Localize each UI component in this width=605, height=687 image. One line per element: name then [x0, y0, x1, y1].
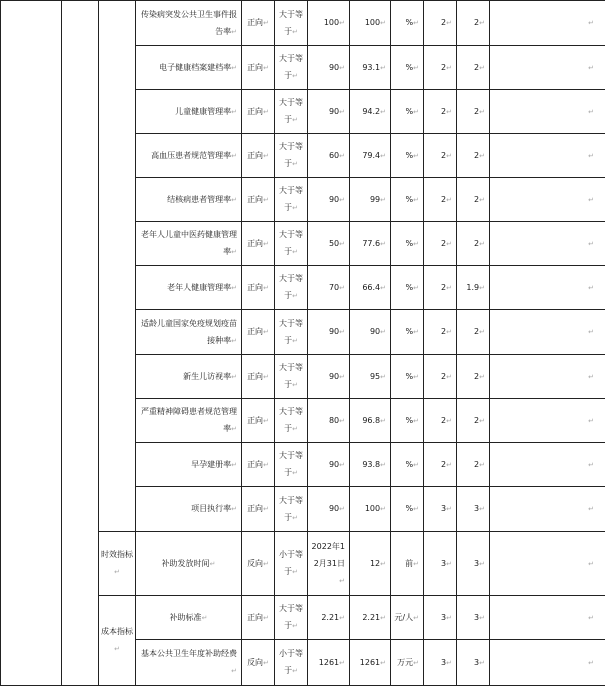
paragraph-mark-icon: ↵	[588, 107, 594, 116]
score-cell: 2↵	[457, 46, 490, 90]
paragraph-mark-icon: ↵	[292, 336, 298, 345]
note-cell	[490, 640, 605, 686]
paragraph-mark-icon: ↵	[588, 239, 594, 248]
target-value-cell: 90↵	[308, 355, 350, 399]
paragraph-mark-icon: ↵	[380, 613, 386, 622]
paragraph-mark-icon: ↵	[231, 27, 237, 36]
operator-cell: 大于等于↵	[275, 443, 308, 487]
note-cell	[490, 355, 605, 399]
direction-cell: 正向↵	[242, 46, 275, 90]
indicator-name-cell: 结核病患者管理率↵	[136, 178, 242, 222]
actual-value-cell: 100↵	[350, 487, 391, 532]
paragraph-mark-icon: ↵	[588, 151, 594, 160]
paragraph-mark-icon: ↵	[479, 63, 485, 72]
paragraph-mark-icon: ↵	[479, 283, 485, 292]
paragraph-mark-icon: ↵	[231, 505, 237, 513]
actual-value-cell: 100↵	[350, 1, 391, 46]
direction-cell: 正向↵	[242, 222, 275, 266]
weight-cell: 2↵	[424, 134, 457, 178]
unit-cell: %↵	[391, 487, 424, 532]
direction-cell: 正向↵	[242, 355, 275, 399]
actual-value-cell: 94.2↵	[350, 90, 391, 134]
weight-cell: 2↵	[424, 1, 457, 46]
paragraph-mark-icon: ↵	[263, 195, 269, 204]
operator-cell: 大于等于↵	[275, 266, 308, 310]
actual-value-cell: 79.4↵	[350, 134, 391, 178]
paragraph-mark-icon: ↵	[588, 283, 594, 292]
paragraph-mark-icon: ↵	[588, 328, 594, 336]
paragraph-mark-icon: ↵	[380, 328, 386, 336]
paragraph-mark-icon: ↵	[231, 372, 237, 381]
paragraph-mark-icon: ↵	[231, 107, 237, 116]
paragraph-mark-icon: ↵	[231, 336, 237, 345]
operator-cell: 大于等于↵	[275, 310, 308, 355]
paragraph-mark-icon: ↵	[339, 328, 345, 336]
actual-value-cell: 66.4↵	[350, 266, 391, 310]
paragraph-mark-icon: ↵	[292, 425, 298, 433]
paragraph-mark-icon: ↵	[263, 107, 269, 116]
paragraph-mark-icon: ↵	[292, 622, 298, 630]
paragraph-mark-icon: ↵	[292, 667, 298, 675]
paragraph-mark-icon: ↵	[339, 151, 345, 160]
indicator-name-cell: 补助标准↵	[136, 596, 242, 640]
unit-cell: %↵	[391, 443, 424, 487]
level2-indicator-cell	[62, 1, 99, 686]
paragraph-mark-icon: ↵	[339, 19, 345, 27]
operator-cell: 大于等于↵	[275, 1, 308, 46]
category-cell: 时效指标↵	[99, 532, 136, 596]
paragraph-mark-icon: ↵	[479, 195, 485, 204]
unit-cell: 前↵	[391, 532, 424, 596]
target-value-cell: 60↵	[308, 134, 350, 178]
direction-cell: 正向↵	[242, 596, 275, 640]
unit-cell: 万元↵	[391, 640, 424, 686]
paragraph-mark-icon: ↵	[479, 372, 485, 381]
paragraph-mark-icon: ↵	[413, 658, 419, 667]
category-cell: 成本指标↵	[99, 596, 136, 686]
paragraph-mark-icon: ↵	[380, 107, 386, 116]
paragraph-mark-icon: ↵	[413, 63, 419, 72]
paragraph-mark-icon: ↵	[231, 248, 237, 256]
paragraph-mark-icon: ↵	[339, 63, 345, 72]
paragraph-mark-icon: ↵	[413, 613, 419, 622]
paragraph-mark-icon: ↵	[479, 151, 485, 160]
score-cell: 2↵	[457, 178, 490, 222]
target-value-cell: 50↵	[308, 222, 350, 266]
paragraph-mark-icon: ↵	[339, 416, 345, 425]
score-cell: 2↵	[457, 134, 490, 178]
paragraph-mark-icon: ↵	[446, 505, 452, 513]
paragraph-mark-icon: ↵	[380, 239, 386, 248]
unit-cell: %↵	[391, 178, 424, 222]
target-value-cell: 90↵	[308, 90, 350, 134]
paragraph-mark-icon: ↵	[263, 239, 269, 248]
actual-value-cell: 90↵	[350, 310, 391, 355]
paragraph-mark-icon: ↵	[446, 19, 452, 27]
operator-cell: 大于等于↵	[275, 178, 308, 222]
actual-value-cell: 93.1↵	[350, 46, 391, 90]
unit-cell: %↵	[391, 310, 424, 355]
unit-cell: %↵	[391, 90, 424, 134]
paragraph-mark-icon: ↵	[380, 559, 386, 568]
paragraph-mark-icon: ↵	[263, 658, 269, 667]
paragraph-mark-icon: ↵	[339, 505, 345, 513]
score-cell: 2↵	[457, 310, 490, 355]
paragraph-mark-icon: ↵	[292, 160, 298, 168]
paragraph-mark-icon: ↵	[114, 645, 120, 653]
unit-cell: %↵	[391, 266, 424, 310]
direction-cell: 正向↵	[242, 178, 275, 222]
actual-value-cell: 1261↵	[350, 640, 391, 686]
direction-cell: 正向↵	[242, 399, 275, 443]
direction-cell: 正向↵	[242, 90, 275, 134]
note-cell	[490, 222, 605, 266]
target-value-cell: 80↵	[308, 399, 350, 443]
indicator-name-cell: 项目执行率↵	[136, 487, 242, 532]
note-cell	[490, 1, 605, 46]
target-value-cell: 90↵	[308, 443, 350, 487]
paragraph-mark-icon: ↵	[292, 568, 298, 576]
weight-cell: 2↵	[424, 443, 457, 487]
indicator-name-cell: 老年人健康管理率↵	[136, 266, 242, 310]
operator-cell: 小于等于↵	[275, 532, 308, 596]
target-value-cell: 2022年12月31日↵	[308, 532, 350, 596]
paragraph-mark-icon: ↵	[263, 283, 269, 292]
indicator-name-cell: 老年人儿童中医药健康管理率↵	[136, 222, 242, 266]
paragraph-mark-icon: ↵	[446, 460, 452, 469]
paragraph-mark-icon: ↵	[292, 513, 298, 522]
target-value-cell: 90↵	[308, 487, 350, 532]
indicator-name-cell: 儿童健康管理率↵	[136, 90, 242, 134]
paragraph-mark-icon: ↵	[263, 19, 269, 27]
target-value-cell: 1261↵	[308, 640, 350, 686]
actual-value-cell: 96.8↵	[350, 399, 391, 443]
paragraph-mark-icon: ↵	[413, 107, 419, 116]
paragraph-mark-icon: ↵	[292, 27, 298, 36]
paragraph-mark-icon: ↵	[380, 505, 386, 513]
indicator-name-cell: 补助发放时间↵	[136, 532, 242, 596]
note-cell	[490, 266, 605, 310]
paragraph-mark-icon: ↵	[292, 116, 298, 124]
paragraph-mark-icon: ↵	[380, 658, 386, 667]
paragraph-mark-icon: ↵	[479, 658, 485, 667]
paragraph-mark-icon: ↵	[446, 63, 452, 72]
paragraph-mark-icon: ↵	[446, 239, 452, 248]
indicator-name-cell: 新生儿访视率↵	[136, 355, 242, 399]
direction-cell: 正向↵	[242, 266, 275, 310]
paragraph-mark-icon: ↵	[380, 460, 386, 469]
paragraph-mark-icon: ↵	[446, 151, 452, 160]
level3-category-cell	[99, 1, 136, 532]
paragraph-mark-icon: ↵	[380, 19, 386, 27]
direction-cell: 反向↵	[242, 640, 275, 686]
paragraph-mark-icon: ↵	[263, 328, 269, 336]
paragraph-mark-icon: ↵	[588, 460, 594, 469]
paragraph-mark-icon: ↵	[413, 19, 419, 27]
level1-indicator-cell	[1, 1, 62, 686]
paragraph-mark-icon: ↵	[380, 372, 386, 381]
score-cell: 2↵	[457, 443, 490, 487]
operator-cell: 大于等于↵	[275, 134, 308, 178]
weight-cell: 2↵	[424, 222, 457, 266]
note-cell	[490, 399, 605, 443]
paragraph-mark-icon: ↵	[380, 151, 386, 160]
paragraph-mark-icon: ↵	[479, 416, 485, 425]
target-value-cell: 70↵	[308, 266, 350, 310]
paragraph-mark-icon: ↵	[413, 283, 419, 292]
paragraph-mark-icon: ↵	[231, 195, 237, 204]
target-value-cell: 90↵	[308, 46, 350, 90]
score-cell: 2↵	[457, 90, 490, 134]
paragraph-mark-icon: ↵	[413, 460, 419, 469]
operator-cell: 大于等于↵	[275, 399, 308, 443]
paragraph-mark-icon: ↵	[413, 151, 419, 160]
score-cell: 3↵	[457, 532, 490, 596]
paragraph-mark-icon: ↵	[446, 658, 452, 667]
direction-cell: 正向↵	[242, 310, 275, 355]
paragraph-mark-icon: ↵	[263, 559, 269, 568]
actual-value-cell: 2.21↵	[350, 596, 391, 640]
operator-cell: 大于等于↵	[275, 596, 308, 640]
score-cell: 3↵	[457, 640, 490, 686]
paragraph-mark-icon: ↵	[263, 460, 269, 469]
actual-value-cell: 95↵	[350, 355, 391, 399]
paragraph-mark-icon: ↵	[231, 283, 237, 292]
paragraph-mark-icon: ↵	[380, 63, 386, 72]
paragraph-mark-icon: ↵	[263, 63, 269, 72]
paragraph-mark-icon: ↵	[292, 381, 298, 389]
paragraph-mark-icon: ↵	[446, 372, 452, 381]
paragraph-mark-icon: ↵	[263, 151, 269, 160]
paragraph-mark-icon: ↵	[413, 372, 419, 381]
score-cell: 3↵	[457, 487, 490, 532]
unit-cell: %↵	[391, 222, 424, 266]
paragraph-mark-icon: ↵	[588, 559, 594, 568]
paragraph-mark-icon: ↵	[413, 195, 419, 204]
paragraph-mark-icon: ↵	[446, 613, 452, 622]
actual-value-cell: 99↵	[350, 178, 391, 222]
paragraph-mark-icon: ↵	[209, 559, 216, 568]
paragraph-mark-icon: ↵	[292, 72, 298, 80]
direction-cell: 正向↵	[242, 487, 275, 532]
operator-cell: 大于等于↵	[275, 222, 308, 266]
note-cell	[490, 134, 605, 178]
note-cell	[490, 443, 605, 487]
paragraph-mark-icon: ↵	[479, 460, 485, 469]
paragraph-mark-icon: ↵	[446, 195, 452, 204]
paragraph-mark-icon: ↵	[413, 559, 419, 568]
operator-cell: 大于等于↵	[275, 355, 308, 399]
unit-cell: 元/人↵	[391, 596, 424, 640]
weight-cell: 2↵	[424, 178, 457, 222]
paragraph-mark-icon: ↵	[588, 416, 594, 425]
paragraph-mark-icon: ↵	[479, 328, 485, 336]
paragraph-mark-icon: ↵	[413, 416, 419, 425]
paragraph-mark-icon: ↵	[231, 425, 237, 433]
paragraph-mark-icon: ↵	[339, 239, 345, 248]
paragraph-mark-icon: ↵	[114, 568, 120, 576]
paragraph-mark-icon: ↵	[263, 416, 269, 425]
actual-value-cell: 12↵	[350, 532, 391, 596]
paragraph-mark-icon: ↵	[292, 292, 298, 300]
paragraph-mark-icon: ↵	[588, 372, 594, 381]
paragraph-mark-icon: ↵	[380, 283, 386, 292]
note-cell	[490, 90, 605, 134]
indicator-name-cell: 传染病突发公共卫生事件报告率↵	[136, 1, 242, 46]
unit-cell: %↵	[391, 1, 424, 46]
paragraph-mark-icon: ↵	[588, 63, 594, 72]
indicator-name-cell: 电子健康档案建档率↵	[136, 46, 242, 90]
indicator-name-cell: 早孕建册率↵	[136, 443, 242, 487]
unit-cell: %↵	[391, 134, 424, 178]
paragraph-mark-icon: ↵	[588, 613, 594, 622]
note-cell	[490, 487, 605, 532]
paragraph-mark-icon: ↵	[339, 576, 345, 585]
paragraph-mark-icon: ↵	[446, 328, 452, 336]
paragraph-mark-icon: ↵	[263, 613, 269, 622]
target-value-cell: 2.21↵	[308, 596, 350, 640]
note-cell	[490, 310, 605, 355]
score-cell: 2↵	[457, 399, 490, 443]
paragraph-mark-icon: ↵	[292, 469, 298, 477]
indicator-name-cell: 适龄儿童国家免疫规划疫苗接种率↵	[136, 310, 242, 355]
indicator-name-cell: 基本公共卫生年度补助经费↵	[136, 640, 242, 686]
direction-cell: 反向↵	[242, 532, 275, 596]
actual-value-cell: 77.6↵	[350, 222, 391, 266]
unit-cell: %↵	[391, 355, 424, 399]
paragraph-mark-icon: ↵	[479, 559, 485, 568]
score-cell: 1.9↵	[457, 266, 490, 310]
weight-cell: 3↵	[424, 532, 457, 596]
score-cell: 2↵	[457, 355, 490, 399]
weight-cell: 2↵	[424, 310, 457, 355]
operator-cell: 大于等于↵	[275, 487, 308, 532]
paragraph-mark-icon: ↵	[588, 505, 594, 513]
paragraph-mark-icon: ↵	[479, 107, 485, 116]
score-cell: 2↵	[457, 222, 490, 266]
paragraph-mark-icon: ↵	[413, 505, 419, 513]
paragraph-mark-icon: ↵	[339, 658, 345, 667]
operator-cell: 大于等于↵	[275, 90, 308, 134]
paragraph-mark-icon: ↵	[263, 505, 269, 513]
unit-cell: %↵	[391, 46, 424, 90]
paragraph-mark-icon: ↵	[339, 460, 345, 469]
weight-cell: 2↵	[424, 266, 457, 310]
direction-cell: 正向↵	[242, 134, 275, 178]
paragraph-mark-icon: ↵	[588, 658, 594, 667]
note-cell	[490, 596, 605, 640]
paragraph-mark-icon: ↵	[446, 283, 452, 292]
paragraph-mark-icon: ↵	[588, 19, 594, 27]
score-cell: 3↵	[457, 596, 490, 640]
paragraph-mark-icon: ↵	[380, 195, 386, 204]
paragraph-mark-icon: ↵	[292, 204, 298, 212]
target-value-cell: 90↵	[308, 310, 350, 355]
paragraph-mark-icon: ↵	[446, 559, 452, 568]
paragraph-mark-icon: ↵	[339, 613, 345, 622]
paragraph-mark-icon: ↵	[339, 107, 345, 116]
actual-value-cell: 93.8↵	[350, 443, 391, 487]
paragraph-mark-icon: ↵	[479, 239, 485, 248]
weight-cell: 2↵	[424, 355, 457, 399]
operator-cell: 小于等于↵	[275, 640, 308, 686]
table-row	[1, 1, 605, 46]
paragraph-mark-icon: ↵	[479, 505, 485, 513]
weight-cell: 2↵	[424, 46, 457, 90]
paragraph-mark-icon: ↵	[413, 239, 419, 248]
weight-cell: 2↵	[424, 90, 457, 134]
target-value-cell: 90↵	[308, 178, 350, 222]
note-cell	[490, 178, 605, 222]
paragraph-mark-icon: ↵	[231, 667, 237, 675]
paragraph-mark-icon: ↵	[339, 283, 345, 292]
paragraph-mark-icon: ↵	[479, 19, 485, 27]
paragraph-mark-icon: ↵	[292, 248, 298, 256]
paragraph-mark-icon: ↵	[231, 63, 237, 72]
operator-cell: 大于等于↵	[275, 46, 308, 90]
target-value-cell: 100↵	[308, 1, 350, 46]
direction-cell: 正向↵	[242, 443, 275, 487]
paragraph-mark-icon: ↵	[201, 613, 208, 622]
paragraph-mark-icon: ↵	[339, 195, 345, 204]
indicator-name-cell: 严重精神障碍患者规范管理率↵	[136, 399, 242, 443]
paragraph-mark-icon: ↵	[380, 416, 386, 425]
score-cell: 2↵	[457, 1, 490, 46]
paragraph-mark-icon: ↵	[479, 613, 485, 622]
paragraph-mark-icon: ↵	[413, 328, 419, 336]
note-cell	[490, 532, 605, 596]
weight-cell: 3↵	[424, 640, 457, 686]
paragraph-mark-icon: ↵	[446, 107, 452, 116]
paragraph-mark-icon: ↵	[231, 460, 237, 469]
unit-cell: %↵	[391, 399, 424, 443]
note-cell	[490, 46, 605, 90]
weight-cell: 3↵	[424, 487, 457, 532]
weight-cell: 2↵	[424, 399, 457, 443]
paragraph-mark-icon: ↵	[339, 372, 345, 381]
paragraph-mark-icon: ↵	[231, 151, 237, 160]
paragraph-mark-icon: ↵	[446, 416, 452, 425]
weight-cell: 3↵	[424, 596, 457, 640]
paragraph-mark-icon: ↵	[263, 372, 269, 381]
indicator-name-cell: 高血压患者规范管理率↵	[136, 134, 242, 178]
direction-cell: 正向↵	[242, 1, 275, 46]
paragraph-mark-icon: ↵	[588, 195, 594, 204]
